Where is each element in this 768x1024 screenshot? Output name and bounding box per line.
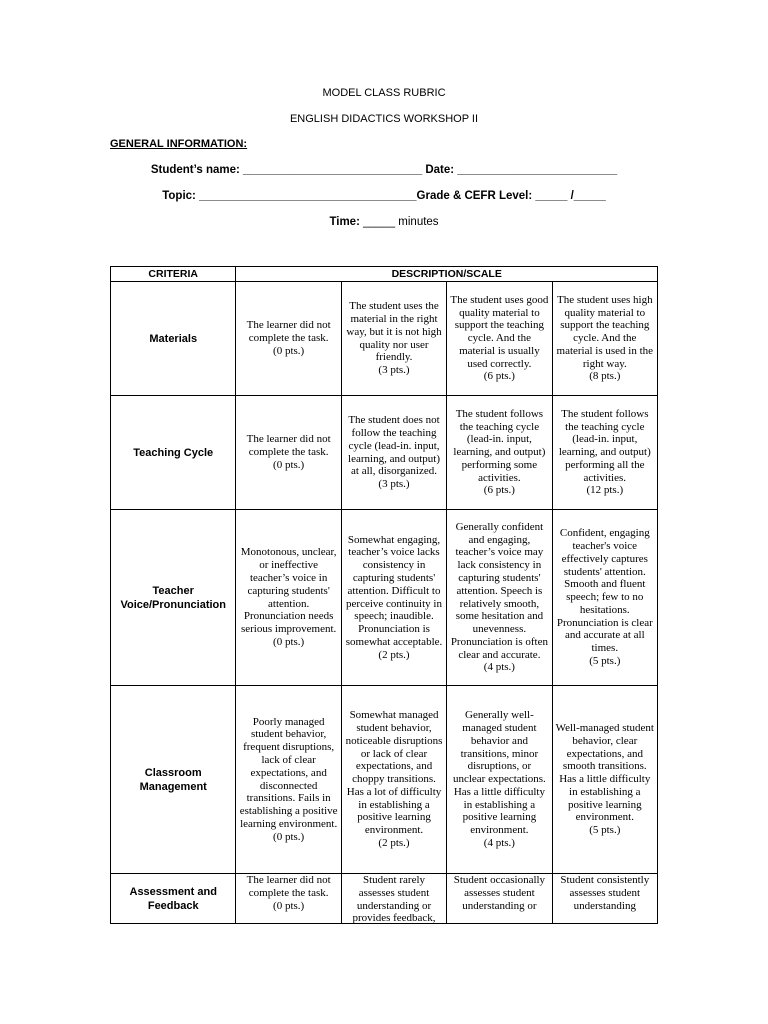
time-value: _____ minutes xyxy=(363,216,439,228)
score-cell: The learner did not complete the task. (0 pts.) xyxy=(236,396,341,510)
time-line xyxy=(0,216,768,228)
score-cell xyxy=(341,874,446,924)
score-cell xyxy=(447,874,552,924)
score-cell: The student follows the teaching cycle (lead-in. input, learning, and output) performing all the activities. (12 pts.) xyxy=(552,396,657,510)
score-cell-text: Student occasionally assesses student understanding or xyxy=(453,874,546,912)
rubric-table xyxy=(110,266,658,924)
student-name-date-line: Student’s name: ____________________________ Date: _________________________ xyxy=(150,164,618,176)
description-scale-header: DESCRIPTION/SCALE xyxy=(236,267,658,282)
score-cell: Confident, engaging teacher's voice effectively captures students' attention. Smooth and fluent speech; few to no hesitations. Pronunciation is clear and accurate at all times. (5 pts.) xyxy=(552,510,657,686)
score-cell: Generally well-managed student behavior and transitions, minor disruptions, or unclear expectations. Has a little difficulty in establishing a positive learning environment. (4 pts.) xyxy=(447,686,552,874)
score-cell: The student uses the material in the right way, but it is not high quality nor user friendly. (3 pts.) xyxy=(341,282,446,396)
table-row xyxy=(111,874,658,924)
table-header-row xyxy=(111,267,658,282)
document-subtitle: ENGLISH DIDACTICS WORKSHOP II xyxy=(289,113,479,125)
time-label: Time: xyxy=(329,216,360,228)
general-information-heading: GENERAL INFORMATION: xyxy=(110,138,248,150)
score-cell: The student follows the teaching cycle (lead-in. input, learning, and output) performing some activities. (6 pts.) xyxy=(447,396,552,510)
criterion-teaching-cycle: Teaching Cycle xyxy=(111,396,236,510)
criterion-materials: Materials xyxy=(111,282,236,396)
criterion-classroom-management: Classroom Management xyxy=(111,686,236,874)
score-cell-text: Student consistently assesses student understanding xyxy=(560,874,650,912)
score-cell: The learner did not complete the task. (0 pts.) xyxy=(236,282,341,396)
score-cell xyxy=(236,874,341,924)
score-cell-text: The learner did not complete the task. (0 pts.) xyxy=(246,874,331,912)
table-row xyxy=(111,686,658,874)
score-cell: The student uses good quality material to support the teaching cycle. And the material is usually used correctly. (6 pts.) xyxy=(447,282,552,396)
score-cell: The student uses high quality material to support the teaching cycle. And the material is used in the right way. (8 pts.) xyxy=(552,282,657,396)
document-title: MODEL CLASS RUBRIC xyxy=(322,87,446,99)
score-cell-text: Student rarely assesses student understanding or provides feedback, xyxy=(352,874,436,923)
criterion-assessment-feedback: Assessment and Feedback xyxy=(111,874,236,924)
table-row xyxy=(111,510,658,686)
criterion-teacher-voice: Teacher Voice/Pronunciation xyxy=(111,510,236,686)
score-cell: Well-managed student behavior, clear expectations, and smooth transitions. Has a little difficulty in establishing a positive learning environment. (5 pts.) xyxy=(552,686,657,874)
topic-grade-line: Topic: __________________________________Grade & CEFR Level: _____ /_____ xyxy=(162,190,606,202)
score-cell: Generally confident and engaging, teacher’s voice may lack consistency in capturing students' attention. Speech is relatively smooth, some hesitation and unevenness. Pronunciation is often clear and accurate. (4 pts.) xyxy=(447,510,552,686)
table-row xyxy=(111,282,658,396)
score-cell: Somewhat managed student behavior, noticeable disruptions or lack of clear expectations, and choppy transitions. Has a lot of difficulty in establishing a positive learning environment. (2 pts.) xyxy=(341,686,446,874)
score-cell: Monotonous, unclear, or ineffective teacher’s voice in capturing students' attention. Pronunciation needs serious improvement. (0 pts.) xyxy=(236,510,341,686)
score-cell: Somewhat engaging, teacher’s voice lacks consistency in capturing students' attention. Difficult to perceive continuity in speech; inaudible. Pronunciation is somewhat acceptable. (2 pts.) xyxy=(341,510,446,686)
table-row xyxy=(111,396,658,510)
score-cell: The student does not follow the teaching cycle (lead-in. input, learning, and output) at all, disorganized. (3 pts.) xyxy=(341,396,446,510)
score-cell xyxy=(552,874,657,924)
criteria-header: CRITERIA xyxy=(111,267,236,282)
score-cell: Poorly managed student behavior, frequent disruptions, lack of clear expectations, and disconnected transitions. Fails in establishing a positive learning environment. (0 pts.) xyxy=(236,686,341,874)
